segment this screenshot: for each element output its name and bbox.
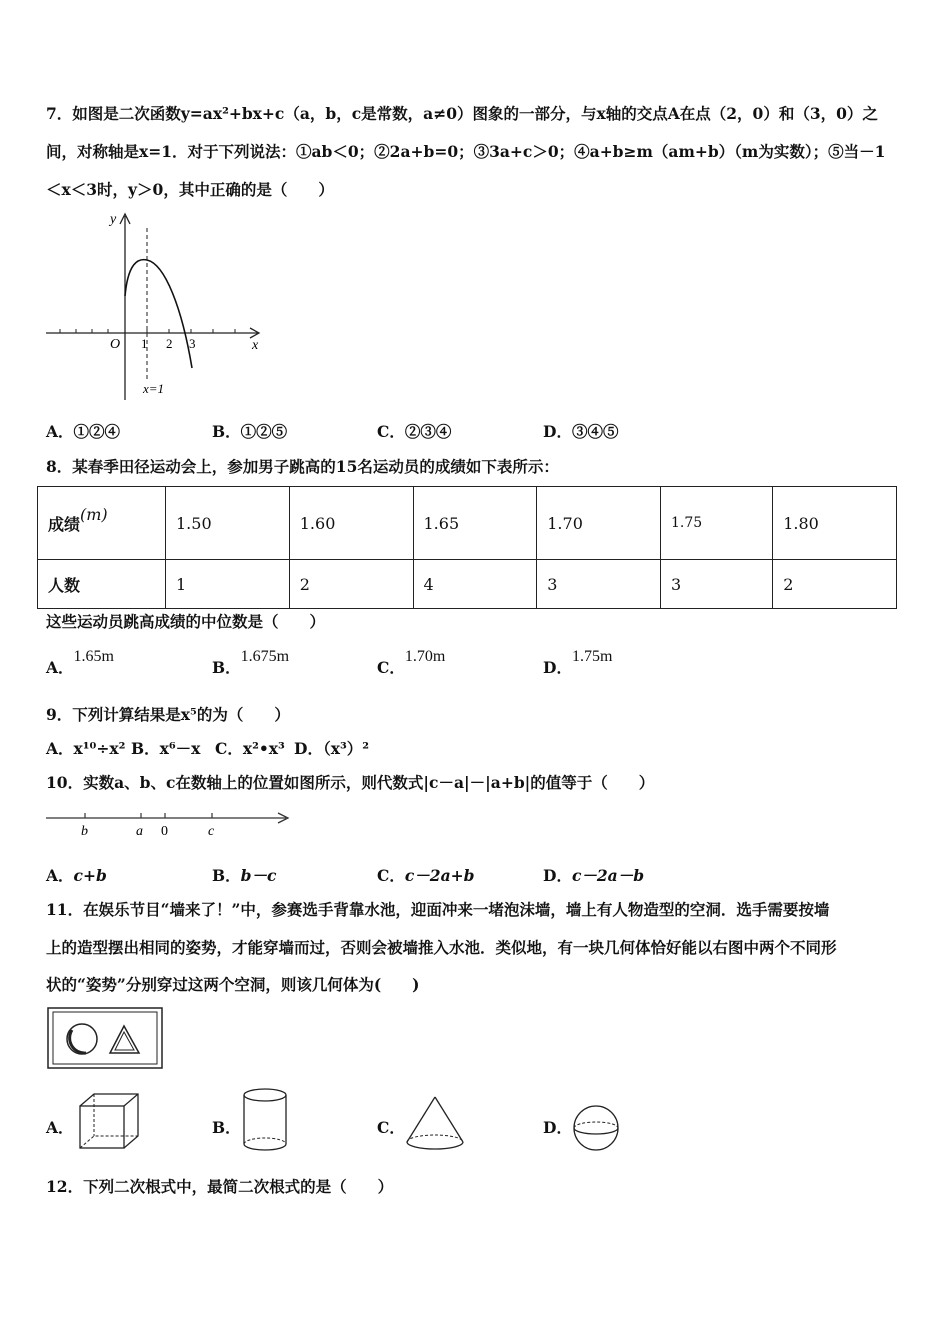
label-0: 0 [161, 824, 168, 839]
table-cell: 1.65 [413, 487, 537, 560]
q10-option-c[interactable]: C．c－2a+b [377, 866, 475, 885]
q7-option-b[interactable]: B．①②⑤ [212, 422, 288, 441]
tick-label-2: 2 [166, 336, 173, 351]
x-label: x [252, 338, 259, 353]
table-cell: 3 [661, 560, 773, 609]
q8-score-table [37, 486, 897, 609]
q11-option-b[interactable]: B． [212, 1118, 241, 1137]
q11-option-a[interactable]: A． [46, 1118, 74, 1137]
tick-label-1: 1 [141, 336, 148, 351]
label-b: b [81, 824, 88, 839]
q11-option-d[interactable]: D． [543, 1118, 572, 1137]
q10-stem: 10．实数a、b、c在数轴上的位置如图所示，则代数式|c－a|－|a+b|的值等于（ ） [46, 773, 655, 792]
table-cell: 1.50 [166, 487, 290, 560]
table-cell: 1.80 [773, 487, 897, 560]
q9-option-a[interactable]: A．x¹⁰÷x² [46, 739, 126, 758]
q12-stem: 12．下列二次根式中，最简二次根式的是（ ） [46, 1177, 394, 1196]
label-a: a [136, 824, 143, 839]
table-cell: 1 [166, 560, 290, 609]
q10-option-b[interactable]: B．b－c [212, 866, 277, 885]
symmetry-axis-label: x=1 [143, 381, 165, 396]
table-row-counts [38, 560, 897, 609]
q8-option-a[interactable]: A．1.65m [46, 648, 114, 677]
table-header-count: 人数 [38, 560, 166, 609]
q9-option-c[interactable]: C．x²•x³ [215, 739, 285, 758]
y-label: y [110, 212, 117, 227]
table-row-scores [38, 487, 897, 560]
circle-hole-icon [67, 1024, 97, 1054]
q9-stem: 9．下列计算结果是x⁵的为（ ） [46, 705, 290, 724]
table-cell: 3 [537, 560, 661, 609]
q7-option-d[interactable]: D．③④⑤ [543, 422, 619, 441]
q11-stem-line2: 上的造型摆出相同的姿势，才能穿墙而过，否则会被墙推入水池．类似地，有一块几何体恰好能以右图中两个不同形 [46, 938, 837, 957]
label-c: c [208, 824, 215, 839]
q8-option-c[interactable]: C．1.70m [377, 648, 446, 677]
table-cell: 2 [289, 560, 413, 609]
q7-stem-line2: 间，对称轴是x=1．对于下列说法：①ab＜0；②2a+b=0；③3a+c＞0；④a+b≥m（am+b）（m为实数）；⑤当－1 [46, 142, 886, 161]
q7-stem-line1: 7．如图是二次函数y=ax²+bx+c（a，b，c是常数，a≠0）图象的一部分，与x轴的交点A在点（2，0）和（3，0）之 [46, 104, 878, 123]
cylinder-icon[interactable] [240, 1086, 290, 1154]
sphere-icon[interactable] [570, 1102, 622, 1154]
table-cell: 4 [413, 560, 537, 609]
triangle-hole-icon [110, 1026, 139, 1053]
q8-stem: 8．某春季田径运动会上，参加男子跳高的15名运动员的成绩如下表所示： [46, 457, 559, 476]
table-cell: 2 [773, 560, 897, 609]
q8-option-d[interactable]: D．1.75m [543, 648, 613, 677]
origin-label: O [110, 337, 121, 352]
parabola-curve [125, 260, 192, 368]
q11-stem-line3: 状的“姿势”分别穿过这两个空洞，则该几何体为( ) [46, 975, 420, 994]
tick-label-3: 3 [189, 336, 196, 351]
table-cell: 1.75 [661, 487, 773, 560]
q7-parabola-graph [40, 208, 270, 404]
q10-option-a[interactable]: A．c+b [46, 866, 107, 885]
q9-option-d[interactable]: D．（x³）² [294, 739, 370, 758]
q10-number-line [42, 806, 297, 842]
wall-holes-figure [46, 1006, 166, 1072]
table-cell: 1.70 [537, 487, 661, 560]
q10-option-d[interactable]: D．c－2a－b [543, 866, 645, 885]
q7-stem-line3: ＜x＜3时，y＞0，其中正确的是（ ） [46, 180, 334, 199]
q9-option-b[interactable]: B．x⁶－x [131, 739, 201, 758]
cube-icon[interactable] [76, 1092, 142, 1152]
cone-icon[interactable] [403, 1094, 467, 1154]
q7-option-c[interactable]: C．②③④ [377, 422, 452, 441]
table-header-score: 成绩(m) [38, 487, 166, 560]
unit-m: (m) [80, 504, 108, 524]
q11-stem-line1: 11．在娱乐节目“墙来了！”中，参赛选手背靠水池，迎面冲来一堵泡沫墙，墙上有人物造型的空洞．选手需要按墙 [46, 900, 830, 919]
q8-option-b[interactable]: B．1.675m [212, 648, 290, 677]
q11-option-c[interactable]: C． [377, 1118, 405, 1137]
table-cell: 1.60 [289, 487, 413, 560]
q7-option-a[interactable]: A．①②④ [46, 422, 121, 441]
q8-question: 这些运动员跳高成绩的中位数是（ ） [46, 612, 326, 631]
